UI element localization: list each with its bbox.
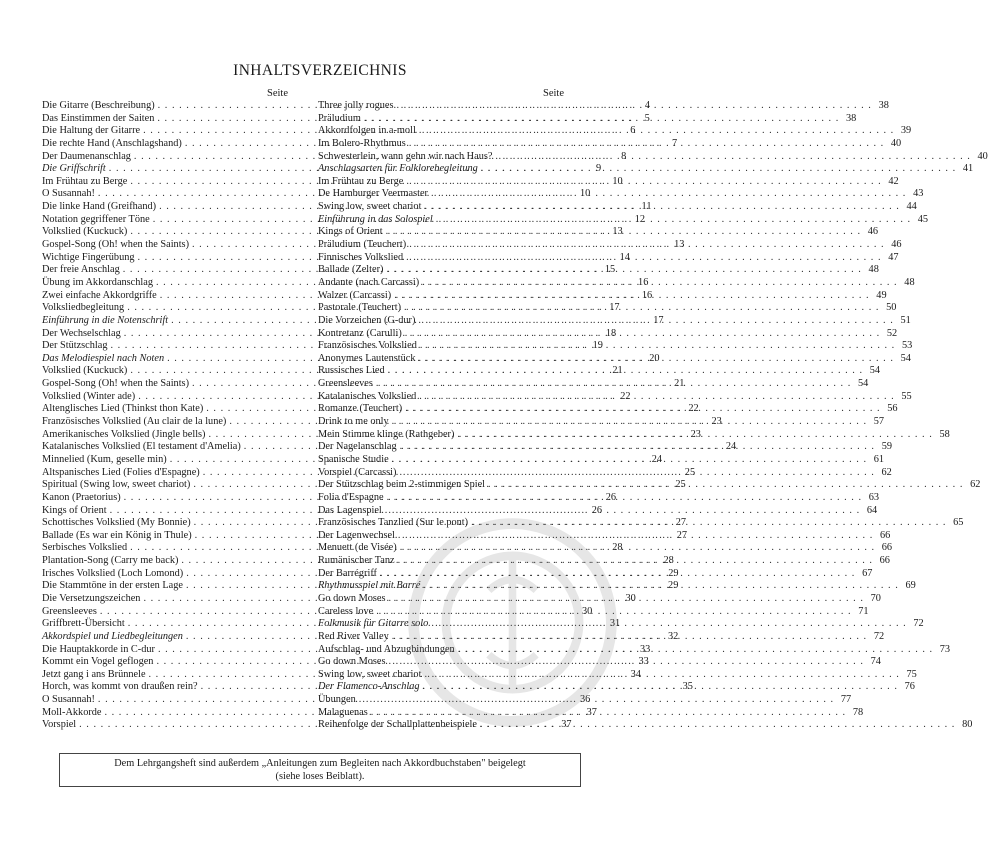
toc-entry-page: 44: [906, 201, 917, 213]
toc-entry-page: 28: [663, 555, 674, 567]
toc-entry-page: 70: [870, 592, 881, 604]
dot-leader: [359, 694, 834, 707]
toc-entry-page: 57: [873, 416, 885, 428]
toc-entry-page: 23: [711, 416, 722, 428]
toc-entry-page: 76: [904, 681, 915, 693]
toc-entry-title: Die Haltung der Gitarre: [42, 125, 141, 137]
toc-entry-page: 77: [840, 694, 852, 706]
toc-entry-title: Die Gitarre (Beschreibung): [42, 100, 155, 111]
toc-entry-title: Andante (nach Carcassi): [318, 276, 420, 288]
dot-leader: [457, 429, 932, 442]
enclosure-note-line: Dem Lehrgangsheft sind außerdem „Anleitungen zum Begleiten nach Akkordbuchstaben" beigelegt: [114, 758, 526, 769]
toc-entry-title: Kings of Orient: [318, 226, 383, 238]
toc-entry-page: 54: [900, 352, 911, 364]
dot-leader: [405, 403, 880, 416]
page-column-label: Seite: [543, 88, 564, 99]
toc-entry-title: Minnelied (Kum, geselle min): [42, 453, 167, 465]
toc-entry: [318, 125, 912, 138]
toc-entry-title: Übung im Akkordanschlag: [42, 276, 153, 288]
toc-entry-title: Notation gegriffener Töne: [42, 213, 150, 225]
dot-leader: [405, 328, 880, 341]
toc-entry-page: 37: [561, 719, 572, 731]
toc-entry-page: 38: [878, 100, 889, 111]
dot-leader: [371, 707, 846, 720]
toc-entry-title: Wichtige Fingerübung: [42, 251, 135, 263]
dot-leader: [419, 353, 894, 366]
toc-entry-page: 75: [906, 668, 917, 680]
toc-entry-title: Im Frühtau zu Berge: [42, 175, 128, 187]
toc-entry-title: O Susannah!: [42, 694, 95, 706]
toc-entry-page: 21: [674, 378, 685, 390]
dot-leader: [386, 264, 861, 277]
toc-entry-page: 19: [592, 340, 603, 352]
toc-entry-title: Anonymes Lautenstück: [318, 352, 416, 364]
dot-leader: [387, 492, 862, 505]
toc-entry-title: Pastorale (Teuchert): [318, 302, 402, 314]
toc-entry-title: Der Nagelanschlag: [318, 441, 397, 453]
toc-entry-page: 16: [638, 276, 649, 288]
toc-entry-title: Französisches Volkslied: [318, 340, 417, 352]
toc-entry-page: 30: [625, 592, 636, 604]
dot-leader: [481, 163, 956, 176]
toc-entry-page: 62: [881, 466, 892, 478]
toc-entry-title: Plantation-Song (Carry me back): [42, 555, 179, 567]
toc-entry-page: 7: [672, 137, 678, 149]
toc-entry-title: Die Griffschrift: [42, 163, 106, 175]
dot-leader: [397, 100, 872, 113]
toc-entry-title: Französisches Tanzlied (Sur le pont): [318, 517, 469, 529]
toc-entry-page: 11: [641, 201, 652, 213]
dot-leader: [422, 277, 897, 290]
toc-entry-title: Im Bolero-Rhythmus: [318, 137, 406, 149]
toc-entry-title: Das Melodiespiel nach Noten: [42, 352, 165, 364]
toc-entry-title: Moll-Akkorde: [42, 706, 102, 718]
toc-entry-title: Gospel-Song (Oh! when the Saints): [42, 239, 189, 251]
toc-entry-title: Kings of Orient: [42, 504, 107, 516]
toc-entry-title: Präludium (Teuchert): [318, 239, 407, 251]
toc-entry-page: 66: [881, 542, 893, 554]
toc-entry-page: 37: [586, 706, 597, 718]
toc-entry-title: Go down Moses: [318, 656, 386, 668]
dot-leader: [392, 416, 867, 429]
toc-entry-title: Zwei einfache Akkordgriffe: [42, 289, 157, 301]
toc-entry-page: 13: [674, 239, 685, 251]
toc-entry-page: 54: [857, 378, 869, 390]
toc-entry-page: 40: [890, 137, 902, 149]
toc-entry-page: 8: [621, 150, 627, 162]
toc-entry-page: 61: [873, 453, 885, 465]
toc-entry-title: Die Vorzeichen (G-dur): [318, 314, 416, 326]
toc-entry-title: Im Frühtau zu Berge: [318, 175, 404, 187]
dot-leader: [399, 467, 874, 480]
toc-entry-page: 71: [858, 605, 869, 617]
toc-entry-title: Die linke Hand (Greifhand): [42, 201, 157, 213]
page-title: INHALTSVERZEICHNIS: [233, 62, 407, 79]
toc-entry-title: Ballade (Es war ein König in Thule): [42, 529, 192, 541]
dot-leader: [424, 201, 899, 214]
toc-entry-title: Russisches Lied: [318, 365, 385, 377]
toc-entry-page: 24: [725, 441, 737, 453]
toc-entry-page: 40: [977, 150, 988, 162]
toc-entry-page: 25: [675, 479, 686, 491]
toc-entry-page: 9: [596, 163, 602, 175]
dot-leader: [471, 517, 946, 530]
toc-entry-page: 24: [651, 453, 663, 465]
toc-entry-title: Altenglisches Lied (Thinkst thon Kate): [42, 403, 204, 415]
toc-entry-page: 74: [870, 656, 881, 668]
toc-entry-page: 54: [869, 365, 881, 377]
toc-entry-page: 78: [852, 706, 864, 718]
dot-leader: [404, 302, 879, 315]
toc-entry-title: Drink to me only: [318, 416, 389, 428]
dot-leader: [385, 505, 860, 518]
toc-entry-page: 62: [970, 479, 981, 491]
toc-entry-page: 33: [640, 643, 651, 655]
toc-entry-title: Rhythmusspiel mit Barré: [318, 580, 421, 592]
toc-entry-page: 22: [688, 403, 699, 415]
toc-entry-page: 39: [900, 125, 912, 137]
toc-entry-page: 23: [690, 428, 701, 440]
dot-leader: [419, 391, 894, 404]
toc-entry-page: 48: [904, 276, 915, 288]
toc-entry-page: 69: [905, 580, 916, 592]
dot-leader: [431, 618, 906, 631]
toc-entry-page: 13: [612, 226, 623, 238]
toc-entry-title: Go down Moses: [318, 592, 386, 604]
toc-entry-title: O Susannah!: [42, 188, 95, 200]
toc-entry-title: Swing low, sweet chariot: [318, 668, 422, 680]
toc-entry-title: Greensleeves: [42, 605, 97, 617]
dot-leader: [495, 151, 970, 164]
toc-entry-title: Three jolly rogues: [318, 100, 394, 111]
toc-entry-page: 46: [891, 239, 902, 251]
dot-leader: [392, 631, 867, 644]
dot-leader: [389, 593, 864, 606]
toc-entry: [42, 175, 623, 189]
toc-entry-title: Aufschlag- und Abzugbindungen: [318, 643, 455, 655]
dot-leader: [389, 656, 864, 669]
page-column-label: Seite: [267, 88, 288, 99]
toc-entry-title: Vorspiel: [42, 719, 77, 731]
toc-entry-page: 10: [580, 188, 591, 200]
toc-entry-page: 36: [580, 694, 591, 706]
enclosure-note: [59, 753, 581, 787]
toc-entry-page: 14: [619, 251, 630, 263]
dot-leader: [409, 138, 884, 151]
toc-entry-page: 53: [901, 340, 913, 352]
toc-entry-page: 10: [612, 175, 623, 187]
toc-entry-title: Schwesterlein, wann gehn wir nach Haus?: [318, 150, 493, 162]
dot-leader: [398, 530, 873, 543]
dot-leader: [398, 555, 873, 568]
dot-leader: [400, 441, 875, 454]
toc-entry-page: 67: [862, 567, 873, 579]
toc-entry-title: Swing low, sweet chariot: [318, 201, 422, 213]
toc-entry-title: Menuett (de Visée): [318, 542, 397, 554]
toc-entry-title: Übungen: [318, 694, 356, 706]
toc-entry-title: Der Flamenco-Anschlag: [318, 681, 420, 693]
dot-leader: [480, 719, 955, 732]
dot-leader: [406, 176, 881, 189]
dot-leader: [458, 644, 933, 657]
toc-entry-page: 42: [888, 175, 899, 187]
toc-entry-page: 59: [881, 441, 892, 453]
toc-entry-page: 55: [901, 390, 912, 402]
toc-entry-page: 29: [668, 567, 679, 579]
toc-entry-page: 50: [886, 302, 897, 314]
toc-entry-title: Akkordfolgen in a-moll: [318, 125, 416, 137]
toc-entry-title: Jetzt gang i ans Brünnele: [42, 668, 146, 680]
toc-entry-title: Kontretanz (Carulli): [318, 327, 402, 339]
enclosure-note-line: (siehe loses Beiblatt).: [275, 771, 365, 782]
toc-entry-title: Der Daumenanschlag: [42, 150, 131, 162]
toc-entry-title: Die rechte Hand (Anschlagshand): [42, 137, 182, 149]
toc-entry-title: Einführung in die Notenschrift: [42, 314, 169, 326]
dot-leader: [388, 365, 863, 378]
toc-entry-title: Vorspiel (Carcassi): [318, 466, 397, 478]
toc-entry-title: Volkslied (Kuckuck): [42, 365, 128, 377]
toc-entry: [318, 112, 857, 126]
toc-entry-title: Einführung in das Solospiel: [318, 213, 433, 225]
toc-entry-page: 21: [612, 365, 623, 377]
toc-entry-page: 17: [653, 314, 664, 326]
toc-entry-page: 22: [620, 390, 631, 402]
toc-entry: [318, 100, 889, 113]
toc-entry-page: 41: [962, 163, 974, 175]
toc-entry-page: 27: [675, 517, 687, 529]
dot-leader: [392, 454, 867, 467]
toc-entry-page: 56: [887, 403, 898, 415]
toc-entry-title: Amerikanisches Volkslied (Jingle bells): [42, 428, 206, 440]
toc-entry-title: Red River Valley: [318, 630, 389, 642]
toc-entry-title: Gospel-Song (Oh! when the Saints): [42, 378, 189, 390]
toc-entry-title: Ballade (Zelter): [318, 264, 384, 276]
dot-leader: [364, 113, 839, 126]
toc-entry-title: Reihenfolge der Schallplattenbeispiele: [318, 719, 477, 731]
toc-entry-title: Finnisches Volkslied: [318, 251, 404, 263]
dot-leader: [424, 669, 899, 682]
toc-entry-title: Die Versetzungszeichen: [42, 592, 141, 604]
toc-entry-title: Der Barrégriff: [318, 567, 377, 579]
toc-entry-page: 43: [913, 188, 924, 200]
dot-leader: [418, 315, 893, 328]
toc-entry-page: 12: [634, 213, 646, 225]
toc-entry-title: Griffbrett-Übersicht: [42, 618, 125, 630]
dot-leader: [380, 568, 855, 581]
toc-entry-page: 65: [953, 517, 964, 529]
dot-leader: [423, 681, 898, 694]
toc-entry-page: 26: [591, 504, 603, 516]
toc-entry-title: Volksliedbegleitung: [42, 302, 125, 314]
toc-entry-page: 72: [913, 618, 924, 630]
toc-entry-page: 15: [604, 264, 616, 276]
toc-entry-title: Der Wechselschlag: [42, 327, 121, 339]
toc-entry-page: 17: [609, 302, 620, 314]
toc-entry-title: Spanische Studie: [318, 453, 389, 465]
toc-entry-title: Folia d'Espagne: [318, 491, 384, 503]
dot-leader: [423, 580, 898, 593]
toc-entry-page: 45: [917, 213, 929, 225]
toc-entry-title: Katalanisches Volkslied: [318, 390, 417, 402]
toc-entry-title: Akkordspiel und Liedbegleitungen: [42, 630, 183, 642]
toc-entry-title: Der freie Anschlag: [42, 264, 120, 276]
toc-entry-title: Serbisches Volkslied: [42, 542, 128, 554]
toc-entry-title: Spiritual (Swing low, sweet chariot): [42, 479, 191, 491]
toc-entry-title: Das Einstimmen der Saiten: [42, 112, 155, 124]
dot-leader: [406, 252, 881, 265]
toc-entry-page: 80: [962, 719, 973, 731]
toc-entry-page: 25: [684, 466, 696, 478]
dot-leader: [431, 188, 906, 201]
toc-entry-title: Careless love: [318, 605, 374, 617]
toc-entry-page: 33: [638, 656, 649, 668]
toc-entry-title: Walzer (Carcassi): [318, 289, 392, 301]
toc-entry: [318, 163, 974, 176]
toc-entry-title: Das Lagenspiel: [318, 504, 382, 516]
toc-entry-page: 31: [609, 618, 621, 630]
toc-entry-title: Katalanisches Volkslied (El testament d'Amelia): [42, 441, 241, 453]
toc-entry-title: Der Stützschlag beim 2-stimmigen Spiel: [318, 479, 486, 491]
toc-entry-page: 26: [605, 491, 617, 503]
toc-entry-page: 27: [676, 529, 688, 541]
toc-entry-title: De Hamburger Veermaster: [318, 188, 428, 200]
dot-leader: [419, 125, 894, 138]
toc-entry-page: 63: [868, 491, 880, 503]
toc-entry-title: Die Stammtöne in der ersten Lage: [42, 580, 183, 592]
toc-entry-title: Rumänischer Tanz: [318, 555, 395, 567]
toc-entry-title: Schottisches Volkslied (My Bonnie): [42, 517, 191, 529]
toc-entry-title: Malaguenas: [318, 706, 368, 718]
toc-entry-page: 18: [605, 327, 617, 339]
toc-entry-page: 58: [939, 428, 950, 440]
toc-entry-title: Präludium: [318, 112, 361, 124]
toc-entry-page: 51: [900, 314, 911, 326]
toc-entry-title: Romanze (Teuchert): [318, 403, 403, 415]
toc-entry-page: 72: [873, 630, 885, 642]
toc-entry-page: 28: [612, 542, 623, 554]
dot-leader: [420, 340, 895, 353]
toc-entry-page: 16: [641, 289, 653, 301]
toc-entry-page: 35: [682, 681, 693, 693]
toc-entry-title: Horch, was kommt von draußen rein?: [42, 681, 198, 693]
toc-entry-page: 34: [630, 668, 641, 680]
toc-entry-page: 73: [939, 643, 951, 655]
toc-entry-title: Irisches Volkslied (Loch Lomond): [42, 567, 184, 579]
toc-entry-page: 47: [888, 251, 899, 263]
toc-entry-title: Altspanisches Lied (Folies d'Espagne): [42, 466, 200, 478]
toc-entry-page: 48: [868, 264, 879, 276]
toc-entry-title: Die Hauptakkorde in C-dur: [42, 643, 155, 655]
toc-entry-title: Der Lagenwechsel: [318, 529, 395, 541]
toc-entry-page: 32: [667, 630, 679, 642]
toc-entry-page: 52: [886, 327, 898, 339]
toc-entry: [318, 137, 902, 151]
toc-entry-title: Französisches Volkslied (Au clair de la lune): [42, 416, 227, 428]
toc-entry-page: 30: [581, 605, 593, 617]
toc-entry-title: Kanon (Praetorius): [42, 491, 121, 503]
toc-entry-title: Folkmusik für Gitarre solo: [318, 618, 429, 630]
dot-leader: [409, 239, 884, 252]
toc-entry-page: 6: [630, 125, 636, 137]
toc-entry: [318, 150, 988, 164]
dot-leader: [400, 542, 875, 555]
dot-leader: [436, 214, 911, 227]
toc-entry-title: Anschlagsarten für Folklorebegleitung: [318, 163, 478, 175]
toc-entry-page: 64: [866, 504, 878, 516]
dot-leader: [376, 606, 851, 619]
toc-entry-page: 49: [876, 289, 887, 301]
toc-entry-page: 66: [879, 529, 891, 541]
dot-leader: [386, 226, 861, 239]
toc-entry-title: Kommt ein Vogel geflogen: [42, 656, 154, 668]
dot-leader: [394, 290, 869, 303]
toc-entry-page: 29: [668, 580, 679, 592]
toc-entry-page: 38: [845, 112, 857, 124]
toc-entry-page: 46: [867, 226, 879, 238]
toc-entry-page: 4: [644, 100, 651, 111]
toc-entry-title: Der Stützschlag: [42, 340, 108, 352]
toc-entry-page: 66: [879, 555, 890, 567]
toc-entry-title: Volkslied (Kuckuck): [42, 226, 128, 238]
toc-entry-title: Volkslied (Winter ade): [42, 390, 136, 402]
dot-leader: [488, 479, 963, 492]
toc-entry-page: 20: [649, 352, 660, 364]
dot-leader: [376, 378, 851, 391]
toc-entry-title: Greensleeves: [318, 378, 373, 390]
toc-entry-title: Mein Stimme klinge (Rathgeber): [318, 428, 455, 440]
toc-entry-page: 5: [644, 112, 650, 124]
